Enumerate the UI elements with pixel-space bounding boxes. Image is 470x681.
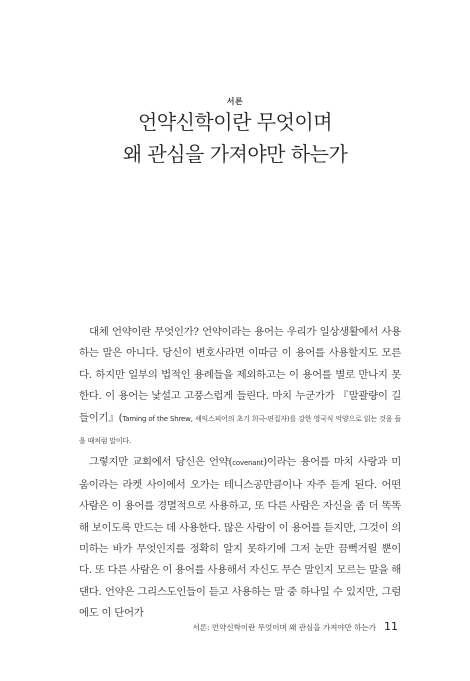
paragraph-1-text-a: 대체 언약이란 무엇인가? 언약이라는 용어는 우리가 일상생활에서 사용하는 말은 아니다. 당신이 변호사라면 이따금 이 용어를 사용할지도 모른다. 하지만 일부의 법적인 용례들을 제외하고는 이 용어를 별로 만나지 못한다. 이 용어는 낯설고 고풍스럽게 들린다. 마치 누군가가 『말괄량이 길들이기』( [79,326,401,424]
chapter-title [0,106,470,170]
english-term: covenant [232,459,264,468]
paragraph-1-text-b: , 셰익스피어의 초기 희극-편집자)를 강한 영국식 억양으로 읽는 것을 들을 때처럼 말이다. [79,414,402,446]
body-text [79,322,401,625]
running-head: 서론: 언약신학이란 무엇이며 왜 관심을 가져야만 하는가 [192,623,376,632]
page-number: 11 [384,620,398,633]
chapter-label: 서론 [226,97,244,106]
paragraph-2 [79,452,401,624]
chapter-title-line-2: 왜 관심을 가져야만 하는가 [122,142,348,166]
page-footer [193,620,398,633]
english-title: Taming of the Shrew [122,414,191,423]
paragraph-2-text-a: 그렇지만 교회에서 당신은 언약( [89,456,233,469]
chapter-title-line-1: 언약신학이란 무엇이며 [137,110,333,134]
paragraph-2-text-b: )이라는 용어를 마치 사랑과 미움이라는 라켓 사이에서 오가는 테니스공만큼이나 자주 듣게 된다. 어떤 사람은 이 용어를 경멸적으로 사용하고, 또 다른 사람은 자신을 좀 더 똑똑해 보이도록 만드는 데 사용한다. 많은 사람이 이 용어를 듣지만, 그것이 의미하는 바가 무엇인지를 정확히 알지 못하기에 그저 눈만 끔뻑거릴 뿐이다. 또 다른 사람은 이 용어를 사용해서 자신도 무슨 말인지 모르는 말을 해댄다. 언약은 그리스도인들이 듣고 사용하는 말 중 하나일 수 있지만, 그럼에도 이 단어가 [79,456,401,620]
paragraph-1 [79,322,401,452]
